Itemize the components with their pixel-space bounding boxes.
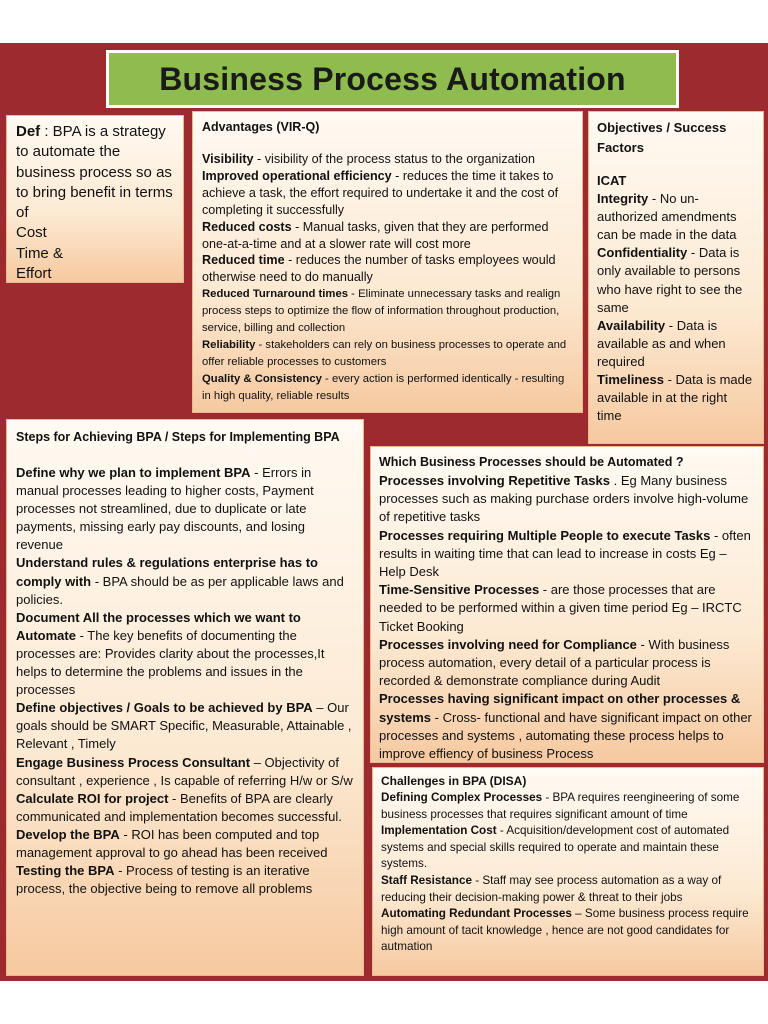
objective-item [597, 317, 755, 371]
objectives-subheading: ICAT [597, 173, 627, 188]
advantage-text: - stakeholders can rely on business processes to operate and offer reliable processes to customers [202, 338, 567, 368]
advantage-text: - reduces the number of tasks employees would otherwise need to do manually [202, 253, 556, 285]
page-title: Business Process Automation [159, 60, 626, 97]
benefit-item: Time & [16, 244, 63, 262]
process-item [379, 472, 755, 527]
objectives-heading: Objectives / Success Factors [597, 120, 727, 155]
definition-text [16, 122, 174, 223]
challenge-term: Implementation Cost [381, 824, 497, 838]
objective-term: Confidentiality [597, 245, 688, 261]
step-text: – Our goals should be SMART Specific, Measurable, Attainable , Relevant , Timely [16, 700, 352, 752]
step-term: Document All the processes which we want to Automate [16, 609, 301, 643]
process-term: Time-Sensitive Processes [379, 582, 540, 598]
advantage-item [202, 168, 573, 219]
process-text: . Eg Many business processes such as making purchase orders involve high-volume of repetitive tasks [379, 473, 749, 525]
advantages-heading: Advantages (VIR-Q) [202, 120, 320, 134]
process-item [379, 527, 755, 582]
step-term: Testing the BPA [16, 863, 115, 879]
process-text: - often results in waiting time that can lead to increase in costs Eg – Help Desk [379, 527, 751, 580]
step-text: - The key benefits of documenting the processes are: Provides clarity about the processes,It helps to determine the problems and issues in the processes [16, 627, 325, 698]
process-term: Processes involving Repetitive Tasks [379, 473, 610, 488]
step-text: - Benefits of BPA are clearly communicated and implementation becomes successful. [16, 790, 342, 824]
step-term: Define why we plan to implement BPA [16, 465, 251, 480]
challenges-heading: Challenges in BPA (DISA) [381, 774, 527, 788]
process-term: Processes having significant impact on other processes & systems [379, 691, 741, 725]
objective-term: Availability [597, 317, 666, 333]
advantage-term: Quality & Consistency [202, 372, 322, 385]
advantage-item [202, 252, 573, 286]
challenge-item [381, 790, 755, 823]
step-text: - BPA should be as per applicable laws and policies. [16, 573, 344, 607]
advantage-term: Improved operational efficiency [202, 168, 392, 183]
benefit-item: Effort [16, 265, 52, 283]
steps-card [6, 419, 364, 976]
advantage-text: - visibility of the process status to the organization [253, 152, 535, 166]
which-heading: Which Business Processes should be Automated ? [379, 455, 684, 469]
advantage-item [202, 219, 573, 253]
challenge-term: Staff Resistance [381, 873, 472, 887]
process-term: Processes requiring Multiple People to execute Tasks [379, 527, 711, 543]
step-item [16, 699, 354, 753]
advantage-text: - Eliminate unnecessary tasks and realign process steps to optimize the flow of information throughout production, service, billing and collection [202, 288, 561, 335]
challenge-text: - Acquisition/development cost of automated systems and special skills required to operate and maintain these systems. [381, 824, 730, 871]
advantage-item [202, 337, 573, 371]
step-text: - Process of testing is an iterative process, the objective being to remove all problems [16, 863, 313, 897]
step-item [16, 554, 354, 608]
advantage-text: - reduces the time it takes to achieve a task, the effort required to undertake it and the cost of completing it successfully [202, 168, 559, 217]
process-text: - Cross- functional and have significant impact on other processes and systems , automating these process helps to improve effiency of business Process [379, 709, 752, 762]
challenges-card [372, 767, 764, 976]
advantage-text: - every action is performed identically - resulting in high quality, reliable results [202, 372, 565, 402]
challenge-text: - Staff may see process automation as a way of reducing their decision-making power & threat to their jobs [381, 873, 722, 904]
step-item [16, 754, 354, 790]
challenge-term: Automating Redundant Processes [381, 907, 572, 921]
step-item [16, 826, 354, 862]
objectives-card [588, 111, 764, 444]
step-item [16, 862, 354, 898]
steps-heading: Steps for Achieving BPA / Steps for Implementing BPA [16, 430, 340, 444]
process-text: - With business process automation, every detail of a particular process is recorded & demonstrate compliance during Audit [379, 636, 730, 689]
definition-body: : BPA is a strategy to automate the business process so as to bring benefit in terms of [16, 123, 173, 222]
challenge-item [381, 906, 755, 956]
challenge-item [381, 873, 755, 906]
advantage-term: Reduced Turnaround times [202, 288, 349, 301]
step-text: - Errors in manual processes leading to higher costs, Payment processes not streamlined, due to duplicate or late payments, missing early pay discounts, and losing revenue [16, 465, 314, 553]
objective-item [597, 244, 755, 316]
objective-term: Timeliness [597, 372, 664, 388]
advantage-item [202, 286, 573, 337]
definition-card [6, 115, 184, 283]
objective-item [597, 371, 755, 425]
process-term: Processes involving need for Compliance [379, 636, 637, 652]
advantage-text: - Manual tasks, given that they are performed one-at-a-time and at a slower rate will cost more [202, 219, 549, 251]
step-term: Calculate ROI for project [16, 790, 169, 806]
title-banner [106, 50, 679, 108]
step-term: Understand rules & regulations enterprise has to comply with [16, 555, 318, 589]
objective-term: Integrity [597, 191, 649, 207]
step-item [16, 790, 354, 826]
objective-text: - Data is only available to persons who have right to see the same [597, 245, 743, 315]
process-item [379, 690, 755, 763]
process-text: - are those processes that are needed to be performed within a given time period Eg – IRCTC Ticket Booking [379, 582, 742, 634]
step-item [16, 609, 354, 699]
step-term: Engage Business Process Consultant [16, 754, 251, 770]
challenge-text: – Some business process require high amount of tacit knowledge , hence are not good candidates for autmation [381, 907, 749, 954]
step-text: – Objectivity of consultant , experience , Is capable of referring H/w or S/w [16, 754, 353, 788]
advantage-item [202, 371, 573, 405]
advantage-term: Reduced time [202, 253, 285, 268]
benefit-item: Cost [16, 224, 47, 242]
advantage-term: Reduced costs [202, 219, 292, 234]
step-term: Develop the BPA [16, 826, 120, 842]
definition-label: Def [16, 123, 41, 140]
objective-item [597, 190, 755, 244]
advantage-term: Visibility [202, 152, 254, 166]
process-item [379, 636, 755, 691]
advantage-item [202, 151, 573, 168]
step-item [16, 464, 354, 554]
advantage-term: Reliability [202, 338, 256, 351]
objective-text: - Data is available as and when required [597, 317, 726, 369]
challenge-item [381, 823, 755, 873]
objective-text: - Data is made available in at the right time [597, 372, 753, 424]
which-processes-card [370, 446, 764, 763]
process-item [379, 581, 755, 636]
challenge-term: Defining Complex Processes [381, 791, 543, 804]
step-text: - ROI has been computed and top management approval to go ahead has been received [16, 826, 328, 860]
objective-text: - No un-authorized amendments can be made in the data [597, 191, 737, 243]
advantages-card [192, 111, 583, 413]
step-term: Define objectives / Goals to be achieved by BPA [16, 700, 313, 716]
challenge-text: - BPA requires reengineering of some business processes that requires significant amount of time [381, 791, 740, 821]
